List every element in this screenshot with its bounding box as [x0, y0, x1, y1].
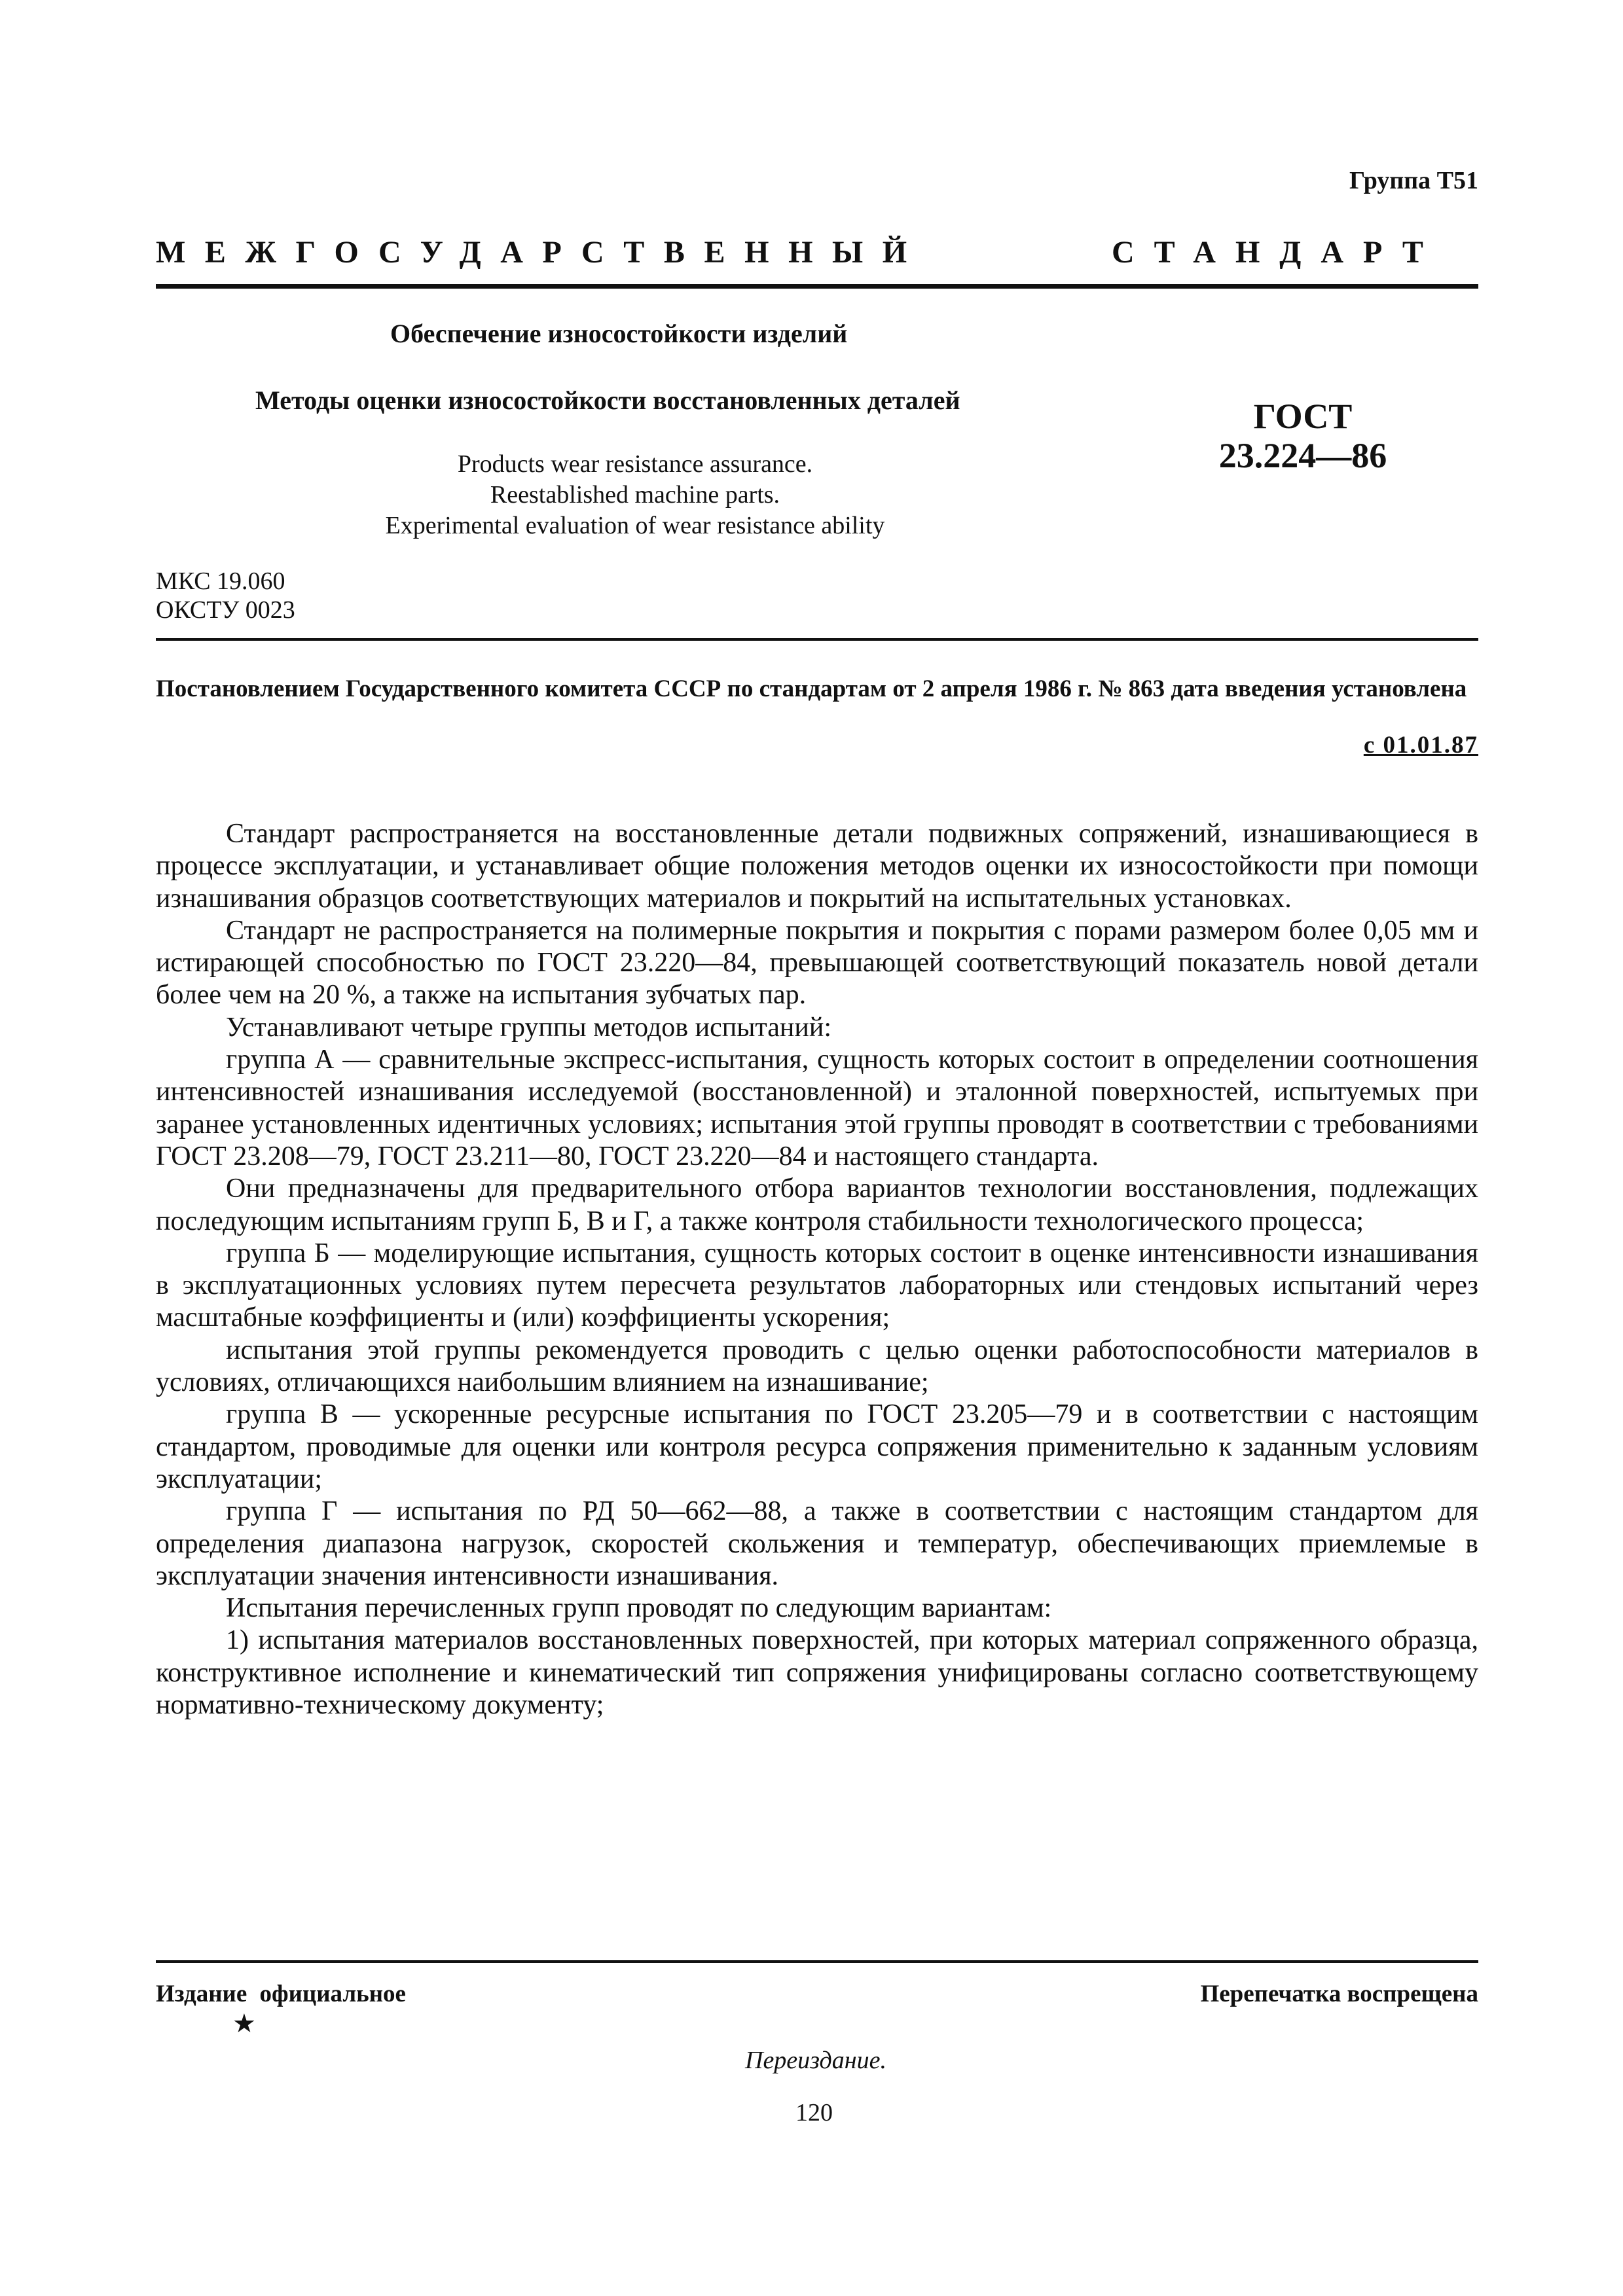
body-paragraph: Устанавливают четыре группы методов испытаний:: [226, 1012, 832, 1043]
body-paragraph: группа Г — испытания по РД 50—662—88, а также в соответствии с настоящим стандартом для определения диапазона нагрузок, скоростей скольжения и температур, обеспечивающих приемлемые в эксплуатации значения интенсивности изнашивания.: [156, 1496, 1478, 1591]
group-code: Группа Т51: [1349, 167, 1478, 194]
body-paragraph: Стандарт распространяется на восстановленные детали подвижных сопряжений, изнашивающиеся в процессе эксплуатации, и устанавливает общие положения методов оценки их износостойкости при помощи изнашивания образцов соответствующих материалов и покрытий на испытательных установках.: [156, 819, 1478, 914]
body-paragraph: группа В — ускоренные ресурсные испытания по ГОСТ 23.205—79 и в соответствии с настоящим стандартом, проводимые для оценки или контроля ресурса сопряжения применительно к заданным условиям эксплуатации;: [156, 1399, 1478, 1494]
body-paragraph: испытания этой группы рекомендуется проводить с целью оценки работоспособности материалов в условиях, отличающихся наибольшим влиянием на изнашивание;: [156, 1335, 1478, 1398]
title-main: Обеспечение износостойкости изделий: [390, 319, 848, 348]
english-title-line: Reestablished machine parts.: [490, 481, 780, 509]
reissue-note: Переиздание.: [745, 2047, 886, 2074]
gost-designation: [1192, 397, 1414, 475]
classification-codes: [156, 567, 295, 624]
body-paragraph: Испытания перечисленных групп проводят по следующим вариантам:: [226, 1593, 1052, 1624]
codes-rule: [156, 638, 1478, 641]
body-paragraph: группа А — сравнительные экспресс-испытания, сущность которых состоит в определении соотношения интенсивностей изнашивания исследуемой (восстановленной) и эталонной поверхностей, испытуемых при заранее установленных идентичных условиях; испытания этой группы проводят в соответствии с требованиями ГОСТ 23.208—79, ГОСТ 23.211—80, ГОСТ 23.220—84 и настоящего стандарта.: [156, 1045, 1478, 1172]
okstu-code: ОКСТУ 0023: [156, 596, 295, 624]
mks-code: МКС 19.060: [156, 567, 285, 595]
reprint-prohibited-note: Перепечатка воспрещена: [1200, 1981, 1478, 2007]
standard-banner: [156, 234, 1478, 270]
body-text: [156, 818, 1478, 1721]
english-title-line: Experimental evaluation of wear resistance ability: [385, 512, 885, 539]
banner-word-interstate: МЕЖГОСУДАРСТВЕННЫЙ: [156, 235, 926, 270]
footer-rule: [156, 1960, 1478, 1963]
body-paragraph: группа Б — моделирующие испытания, сущность которых состоит в оценке интенсивности изнашивания в эксплуатационных условиях путем пересчета результатов лабораторных или стендовых испытаний через масштабные коэффициенты и (или) коэффициенты ускорения;: [156, 1238, 1478, 1333]
page-number: 120: [795, 2099, 833, 2126]
gost-number: 23.224—86: [1218, 436, 1387, 475]
introduction-date: с 01.01.87: [1363, 732, 1478, 759]
english-title-line: Products wear resistance assurance.: [457, 450, 813, 478]
header-rule: [156, 284, 1478, 289]
body-paragraph: Они предназначены для предварительного отбора вариантов технологии восстановления, подлежащих последующим испытаниям групп Б, В и Г, а также контроля стабильности технологического процесса;: [156, 1174, 1478, 1236]
body-paragraph: Стандарт не распространяется на полимерные покрытия и покрытия с порами размером более 0,05 мм и истирающей способностью по ГОСТ 23.220—84, превышающей соответствующий показатель новой детали более чем на 20 %, а также на испытания зубчатых пар.: [156, 915, 1478, 1011]
official-edition-note: Издание официальное: [156, 1981, 406, 2007]
star-icon: ★: [232, 2009, 256, 2038]
english-title: [314, 449, 956, 541]
title-sub: Методы оценки износостойкости восстановленных деталей: [255, 386, 960, 415]
decree-text: Постановлением Государственного комитета СССР по стандартам от 2 апреля 1986 г. № 863 дата введения установлена: [156, 675, 1467, 702]
gost-label: ГОСТ: [1253, 397, 1353, 436]
banner-word-standard: СТАНДАРТ: [1112, 235, 1443, 270]
body-paragraph: 1) испытания материалов восстановленных поверхностей, при которых материал сопряженного образца, конструктивное исполнение и кинематический тип сопряжения унифицированы согласно соответствующему нормативно-техническому документу;: [156, 1625, 1478, 1721]
